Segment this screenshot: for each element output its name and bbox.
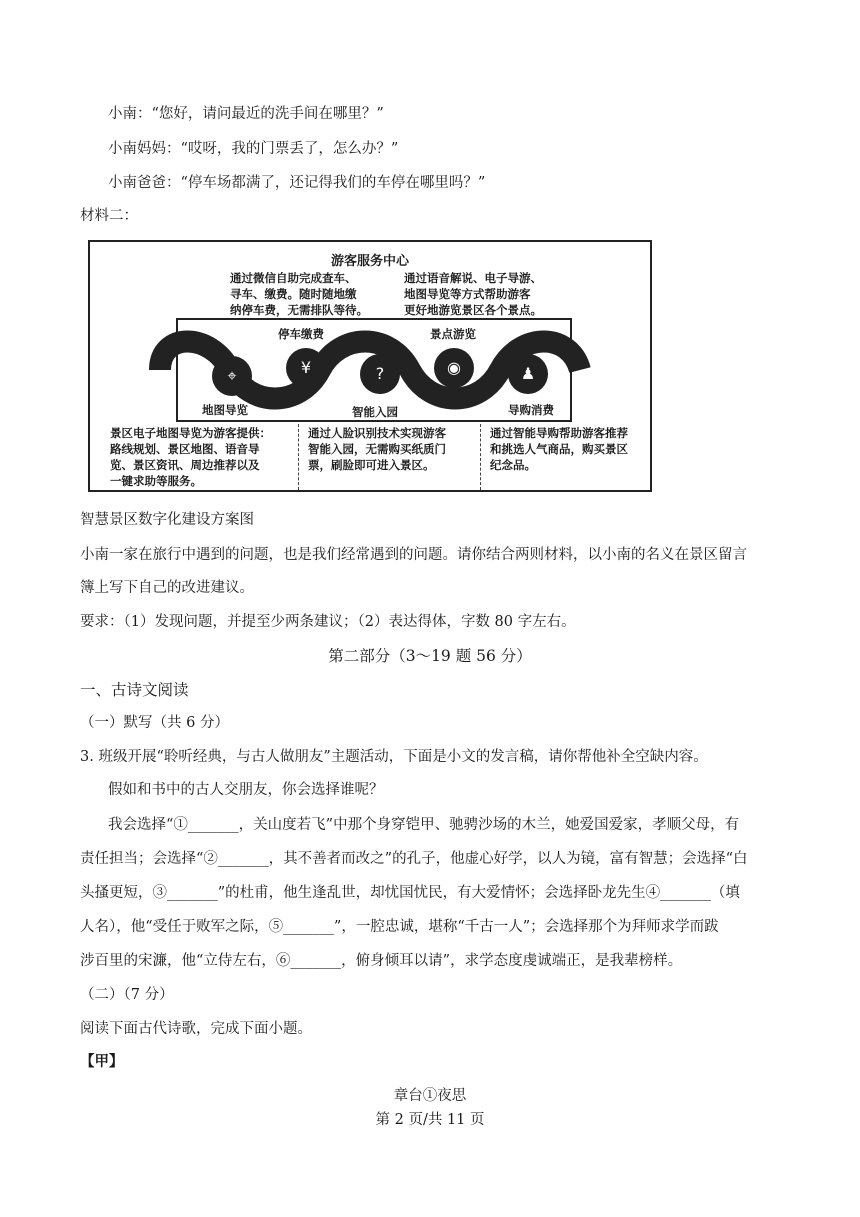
question-3-intro: 3. 班级开展“聆听经典，与古人做朋友”主题活动，下面是小文的发言稿，请你帮他补全空缺内容。 — [80, 749, 708, 765]
smart-scenic-figure — [88, 240, 652, 492]
figure-top-right-text: 通过语音解说、电子导游、 地图导览等方式帮助游客 更好地游览景区各个景点。 — [404, 271, 542, 317]
figure-caption: 智慧景区数字化建设方案图 — [80, 512, 254, 528]
q3-paragraph-line-2: 责任担当；会选择“②_______，其不善者而改之”的孔子，他虚心好学，以人为镜，富有智慧；会选择“白 — [80, 851, 748, 867]
figure-bottom-right-text: 通过智能导购帮助游客推荐 和挑选人气商品，购买景区 纪念品。 — [490, 426, 628, 472]
map-pin-icon: ⌖ — [212, 356, 252, 396]
q3-paragraph-line-1: 我会选择“①_______，关山度若飞”中那个身穿铠甲、驰骋沙场的木兰，她爱国爱家，孝顺父母，有 — [108, 817, 740, 833]
reading-instruction: 阅读下面古代诗歌，完成下面小题。 — [80, 1021, 312, 1037]
eye-icon: ◉ — [434, 348, 474, 388]
label-map: 地图导览 — [202, 403, 248, 417]
question-icon: ? — [360, 354, 400, 394]
label-parking: 停车缴费 — [278, 327, 324, 341]
question-3-prompt: 假如和书中的古人交朋友，你会选择谁呢？ — [108, 782, 384, 798]
label-shopping: 导购消费 — [508, 403, 554, 417]
person-icon: ♟ — [508, 354, 548, 394]
figure-bottom-middle-text: 通过人脸识别技术实现游客 智能入园，无需购买纸质门 票，刷脸即可进入景区。 — [308, 426, 446, 472]
subsection-2-title: （二）（7 分） — [80, 987, 174, 1003]
figure-top-left-text: 通过微信自助完成查车、 寻车、缴费。随时随地缴 纳停车费，无需排队等待。 — [230, 271, 368, 317]
requirements: 要求：（1）发现问题，并提至少两条建议；（2）表达得体，字数 80 字左右。 — [80, 614, 576, 630]
dialogue-line-2: 小南妈妈：“哎呀，我的门票丢了，怎么办？” — [108, 141, 399, 157]
yen-icon: ¥ — [286, 348, 326, 388]
figure-title: 游客服务中心 — [330, 254, 409, 269]
q3-paragraph-line-3: 头搔更短，③_______”的杜甫，他生逢乱世，却忧国忧民，有大爱情怀；会选择卧龙先生④_______（填 — [80, 885, 740, 901]
material-2-label: 材料二： — [80, 208, 138, 224]
label-smart-entry: 智能入园 — [352, 405, 398, 419]
figure-bottom-left-text: 景区电子地图导览为游客提供： 路线规划、景区地图、语音导 览、景区资讯、周边推荐以及 一键求助等服务。 — [110, 426, 271, 488]
q3-paragraph-line-4: 人名），他“受任于败军之际，⑤_______”，一腔忠诚，堪称“千古一人”；会选择那个为拜师求学而跋 — [80, 919, 719, 935]
section-1-title: 一、古诗文阅读 — [80, 681, 189, 699]
dialogue-line-1: 小南：“您好，请问最近的洗手间在哪里？” — [108, 106, 384, 122]
dialogue-line-3: 小南爸爸：“停车场都满了，还记得我们的车停在哪里吗？” — [108, 175, 486, 191]
part-2-heading: 第二部分（3～19 题 56 分） — [328, 647, 532, 665]
poem-title: 章台①夜思 — [393, 1088, 467, 1104]
figure-divider-2 — [480, 424, 481, 490]
page-footer: 第 2 页/共 11 页 — [375, 1112, 485, 1128]
q3-paragraph-line-5: 涉百里的宋濂，他“立侍左右，⑥_______，俯身倾耳以请”，求学态度虔诚端正，是我辈榜样。 — [80, 953, 683, 969]
poem-label-jia: 【甲】 — [80, 1053, 124, 1070]
subsection-1-title: （一）默写（共 6 分） — [80, 715, 229, 731]
label-scenic: 景点游览 — [430, 327, 476, 341]
prompt-line-1: 小南一家在旅行中遇到的问题，也是我们经常遇到的问题。请你结合两则材料，以小南的名义在景区留言 — [80, 547, 747, 563]
prompt-line-2: 簿上写下自己的改进建议。 — [80, 580, 254, 596]
figure-divider-1 — [298, 424, 299, 490]
